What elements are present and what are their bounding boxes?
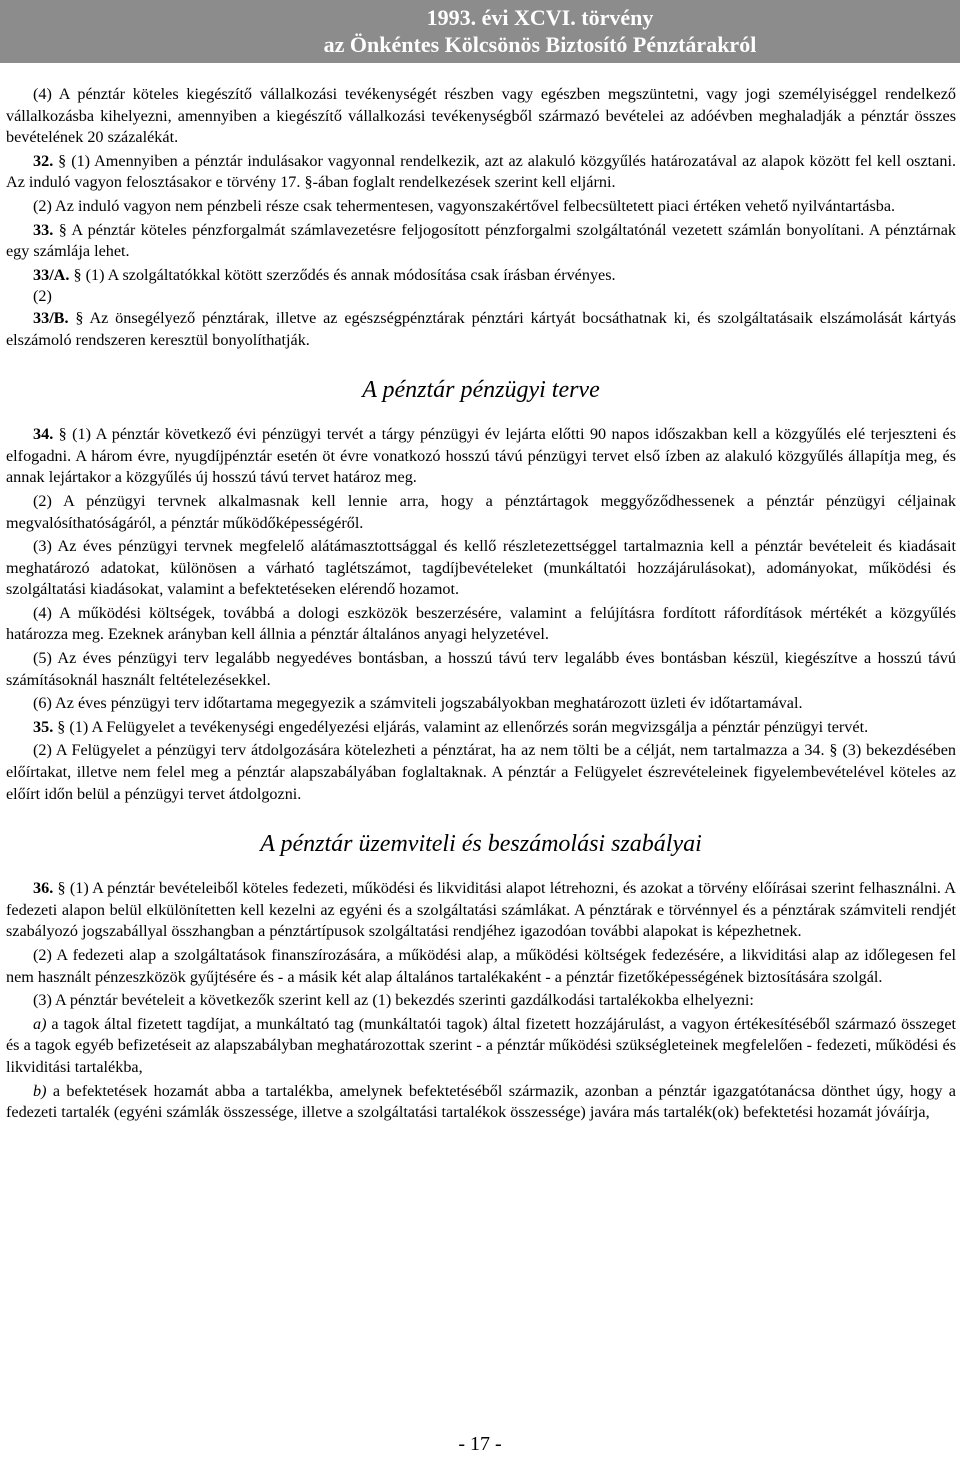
section-number: 33. (33, 220, 54, 239)
list-marker: b) (33, 1081, 47, 1100)
section-number: 35. (33, 717, 54, 736)
list-text: a befektetések hozamát abba a tartalékba, amelynek befektetéséből származik, azonban a pénztár igazgatótanácsa dönthet úgy, hogy a fedezeti tartalék (egyéni számlák összessége, illetve a szolgáltatási tartalékok összessége) javára más tartalék(ok) befektetési hozamát jóváírja, (6, 1081, 956, 1122)
paragraph: (4) A pénztár köteles kiegészítő vállalkozási tevékenységét részben vagy egészben megszüntetni, vagy jogi személyiséggel rendelkező vállalkozásba kihelyezni, amennyiben a kiegészítő vállalkozási tevékenységből származó bevételei az adóévben meghaladják a pénztár összes bevételének 20 százalékát. (6, 85, 956, 147)
section-number: 32. (33, 151, 54, 170)
section-33 (6, 220, 956, 263)
header-title: 1993. évi XCVI. törvény (426, 5, 654, 30)
paragraph: (2) A pénzügyi tervnek alkalmasnak kell lennie arra, hogy a pénztártagok meggyőződhessenek a pénztár pénzügyi céljainak megvalósíthatóságáról, a pénztár működőképességéről. (6, 491, 956, 532)
header-subtitle: az Önkéntes Kölcsönös Biztosító Pénztárakról (323, 32, 757, 57)
section-text: § (1) A Felügyelet a tevékenységi engedélyezési eljárás, valamint az ellenőrzés során megvizsgálja a pénztár pénzügyi tervét. (57, 717, 869, 736)
section-heading: A pénztár pénzügyi terve (362, 377, 600, 404)
section-text: § A pénztár köteles pénzforgalmát számlavezetésre feljogosított pénzforgalmi szolgáltatónál vezetett számlán bonyolítani. A pénztárnak egy számlája lehet. (6, 220, 956, 261)
section-34 (6, 424, 956, 489)
section-35 (6, 717, 956, 739)
section-text: § (1) A pénztár következő évi pénzügyi tervét a tárgy pénzügyi év lejárta előtti 90 napos időszakban kell a közgyűlés elé terjeszteni és elfogadni. A három évre, nyugdíjpénztár esetén öt évre vonatkozó hosszú távú pénzügyi tervet első ízben az alakuló közgyűlés állapítja meg, és annak lejártakor a közgyűlés új hosszú távú tervet határoz meg. (6, 425, 957, 487)
section-33a (6, 265, 956, 287)
document-body (6, 84, 956, 1124)
list-item (6, 1014, 956, 1079)
paragraph: (2) A Felügyelet a pénzügyi terv átdolgozására kötelezheti a pénztárat, ha az nem tölti be a célját, nem tartalmazza a 34. § (3) bekezdésében előírtakat, illetve nem felel meg a pénztár alapszabályában foglaltaknak. A pénztár a Felügyelet észrevételeinek figyelembevételével köteles az előírt időn belül a pénzügyi tervet átdolgozni. (6, 741, 956, 803)
section-number: 36. (33, 879, 54, 898)
page-header (0, 0, 960, 63)
list-marker: a) (33, 1014, 47, 1033)
paragraph: (2) A fedezeti alap a szolgáltatások finanszírozására, a működési alap, a működési költségek fedezésére, a likviditási alap az időlegesen fel nem használt pénzeszközök gyűjtésére és - a másik két alap általános tartalékaként - a pénztár fizetőképességének biztosítására szolgál. (6, 946, 956, 986)
list-text: a tagok által fizetett tagdíjat, a munkáltató tag (munkáltatói tagok) által fizetett hozzájárulást, a vagyon értékesítéséből származó összeget és a tagok egyéb befizetéseit az alapszabályban meghatározottak szerint - a pénztár működési szükségleteinek megfelelően - fedezeti, működési és likviditási tartalékba, (6, 1014, 957, 1076)
paragraph: (2) Az induló vagyon nem pénzbeli része csak tehermentesen, vagyonszakértővel felbecsültetett piaci értéken vehető nyilvántartásba. (33, 196, 896, 215)
paragraph: (3) A pénztár bevételeit a következők szerint kell az (1) bekezdés szerinti gazdálkodási tartalékokba elhelyezni: (33, 991, 754, 1010)
paragraph: (2) (33, 287, 52, 306)
paragraph: (4) A működési költségek, továbbá a dologi eszközök beszerzésére, valamint a felújításra fordított ráfordítások mértékét a közgyűlés határozza meg. Ezeknek arányban kell állnia a pénztár általános anyagi helyzetével. (6, 603, 956, 644)
list-item (6, 1081, 956, 1124)
section-36 (6, 878, 956, 943)
section-33b (6, 308, 956, 351)
section-number: 33/A. (33, 265, 70, 284)
paragraph: (3) Az éves pénzügyi tervnek megfelelő alátámasztottsággal és kellő részletezettséggel tartalmaznia kell a pénztár bevételeit és kiadásait meghatározó adatokat, különösen a várható taglétszámot, tagdíjbevételeket (munkáltatói hozzájárulásokat), adományokat, működési és szolgáltatási kiadásokat, valamint a befektetéseken elérendő hozamot. (6, 537, 956, 599)
section-heading: A pénztár üzemviteli és beszámolási szabályai (260, 831, 702, 858)
section-text: § (1) A szolgáltatókkal kötött szerződés és annak módosítása csak írásban érvényes. (73, 265, 616, 284)
section-text: § (1) Amennyiben a pénztár indulásakor vagyonnal rendelkezik, azt az alakuló közgyűlés határozatával az alapok között fel kell osztani. Az induló vagyon felosztásakor e törvény 17. §-ában foglalt rendelkezések szerint kell eljárni. (6, 151, 956, 192)
paragraph: (5) Az éves pénzügyi terv legalább negyedéves bontásban, a hosszú távú terv legalább éves bontásban készül, kiegészítve a hosszú távú számításoknál használt feltételezésekkel. (6, 649, 956, 689)
section-text: § Az önsegélyező pénztárak, illetve az egészségpénztárak pénztári kártyát bocsáthatnak ki, és szolgáltatásaik elszámolását kártyás elszámoló rendszeren keresztül bonyolíthatják. (6, 308, 956, 349)
page-number: - 17 - (458, 1433, 502, 1455)
section-32 (6, 151, 956, 194)
paragraph: (6) Az éves pénzügyi terv időtartama megegyezik a számviteli jogszabályokban meghatározott üzleti év időtartamával. (33, 694, 803, 713)
section-number: 33/B. (33, 308, 69, 327)
section-text: § (1) A pénztár bevételeiből köteles fedezeti, működési és likviditási alapot létrehozni, és azokat a törvény előírásai szerint felhasználni. A fedezeti alapon belül elkülönítetten kell kezelni az egyéni és a szolgáltatási számlákat. A pénztárak e törvénnyel és a pénztárak számviteli rendjét szabályozó jogszabállyal összhangban a pénztártípusok szolgáltatási rendjéhez igazodóan további alapokat is képezhetnek. (6, 879, 956, 941)
section-number: 34. (33, 425, 54, 444)
